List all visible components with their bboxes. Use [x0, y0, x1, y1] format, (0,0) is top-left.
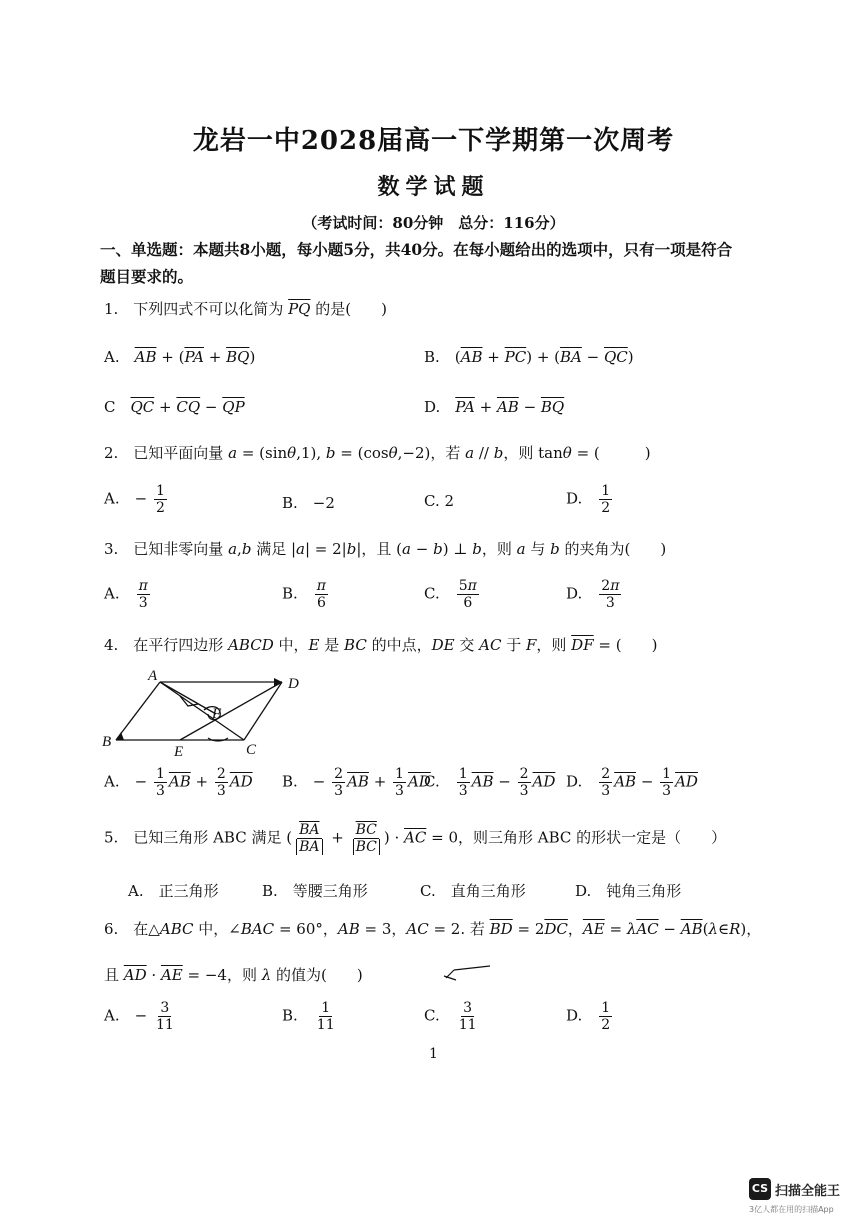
question-1-option-c: C $\overline{QC} + \overline{CQ} - \overline{QP}$	[104, 398, 245, 416]
question-4-option-d: D. $\frac{2}{3}$ $\overline{AB}$ − $\frac{1}{3}$ $\overline{AD}$	[566, 766, 698, 800]
question-6-option-a: A. − $\frac{3}{11}$	[104, 1000, 174, 1034]
question-4-stem: 4. 在平行四边形 ABCD 中，E 是 BC 的中点，DE 交 AC 于 F，则 $\overline{DF}$ = ( )	[104, 636, 658, 654]
question-3-option-b: B. $\frac{\pi}{6}$	[282, 578, 326, 612]
question-6-stem-line2: 且 $\overline{AD} \cdot \overline{AE} = -4$，则 λ 的值为( )	[104, 966, 363, 984]
question-3-option-a: A. $\frac{\pi}{3}$	[104, 578, 148, 612]
figure-label-c: C	[246, 742, 257, 758]
edge-ab	[116, 682, 160, 740]
question-6-option-c: C. $\frac{3}{11}$	[424, 1000, 477, 1034]
question-3-option-d: D. $\frac{2\pi}{3}$	[566, 578, 620, 612]
question-4-option-c: C. $\frac{1}{3}$ $\overline{AB}$ − $\frac{2}{3}$ $\overline{AD}$	[424, 766, 556, 800]
page-number: 1	[429, 1046, 438, 1062]
question-4-option-b: B. − $\frac{2}{3}$ $\overline{AB}$ + $\frac{1}{3}$ $\overline{AD}$	[282, 766, 431, 800]
arrow-b-icon	[116, 732, 124, 740]
question-3-option-c: C. $\frac{5\pi}{6}$	[424, 578, 477, 612]
figure-label-d: D	[288, 676, 299, 692]
pen-mark	[160, 682, 216, 714]
figure-label-f: F	[212, 706, 222, 722]
question-6-option-b: B. $\frac{1}{11}$	[282, 1000, 335, 1034]
figure-label-b: B	[102, 734, 112, 750]
question-5-option-b: B. 等腰三角形	[262, 882, 368, 900]
figure-label-e: E	[174, 744, 184, 760]
pen-scribble	[440, 960, 520, 984]
question-2-option-c: C. 2	[424, 492, 455, 510]
question-2-option-b: B. −2	[282, 494, 335, 512]
parallelogram-figure	[96, 664, 316, 764]
question-2-option-a: A. − $\frac{1}{2}$	[104, 483, 165, 517]
edge-dc	[244, 682, 282, 740]
scanner-app-name: 扫描全能王	[775, 1183, 841, 1199]
question-6-stem: 6. 在△ABC 中，∠BAC = 60°，AB = 3，AC = 2. 若 $\overline{BD} = 2\overline{DC}$，$\overline{AE} = \lambda\overline{AC}$ − $\overline{AB}(\lambda\in R)$，	[104, 920, 762, 938]
question-5-option-a: A. 正三角形	[128, 882, 219, 900]
scanner-tagline: 3亿人都在用的扫描App	[749, 1205, 834, 1214]
question-2-option-d: D. $\frac{1}{2}$	[566, 483, 611, 517]
section-instructions: 一、单选题：本题共8小题，每小题5分，共40分。在每小题给出的选项中，只有一项是符合题目要求的。	[100, 240, 733, 286]
exam-title: 龙岩一中2028届高一下学期第一次周考	[192, 126, 675, 156]
cs-logo-icon: CS	[749, 1178, 771, 1200]
question-1-option-d: D. $\overline{PA} + \overline{AB} - \overline{BQ}$	[424, 398, 565, 416]
question-1-stem: 1. 下列四式不可以化简为 $\overline{PQ}$ 的是( )	[104, 300, 387, 318]
question-4-option-a: A. − $\frac{1}{3}$ $\overline{AB}$ + $\frac{2}{3}$ $\overline{AD}$	[104, 766, 253, 800]
question-1-option-a: A. $\overline{AB} + (\overline{PA} + \overline{BQ})$	[104, 348, 256, 366]
question-6-option-d: D. $\frac{1}{2}$	[566, 1000, 611, 1034]
question-5-option-c: C. 直角三角形	[420, 882, 526, 900]
question-2-stem: 2. 已知平面向量 a = (sinθ,1), b = (cosθ,−2)，若 a // b，则 tanθ = ( )	[104, 444, 651, 462]
exam-info: （考试时间：80分钟 总分：116分）	[302, 214, 565, 232]
question-5-stem: 5. 已知三角形 ABC 满足 ( $\frac{\overline{BA}}{BA}$ + $\frac{\overline{BC}}{BC}$ ) · $\overline{AC} = 0$，则三角形 ABC 的形状一定是（ ）	[104, 822, 727, 856]
scanner-watermark	[749, 1178, 840, 1200]
question-5-option-d: D. 钝角三角形	[575, 882, 682, 900]
question-1-option-b: B. $(\overline{AB} + \overline{PC}) + (\overline{BA} - \overline{QC})$	[424, 348, 634, 366]
exam-subtitle: 数学试题	[377, 174, 490, 200]
question-3-stem: 3. 已知非零向量 a,b 满足 |a| = 2|b|，且 (a − b) ⊥ b，则 a 与 b 的夹角为( )	[104, 540, 667, 558]
figure-label-a: A	[148, 668, 158, 684]
